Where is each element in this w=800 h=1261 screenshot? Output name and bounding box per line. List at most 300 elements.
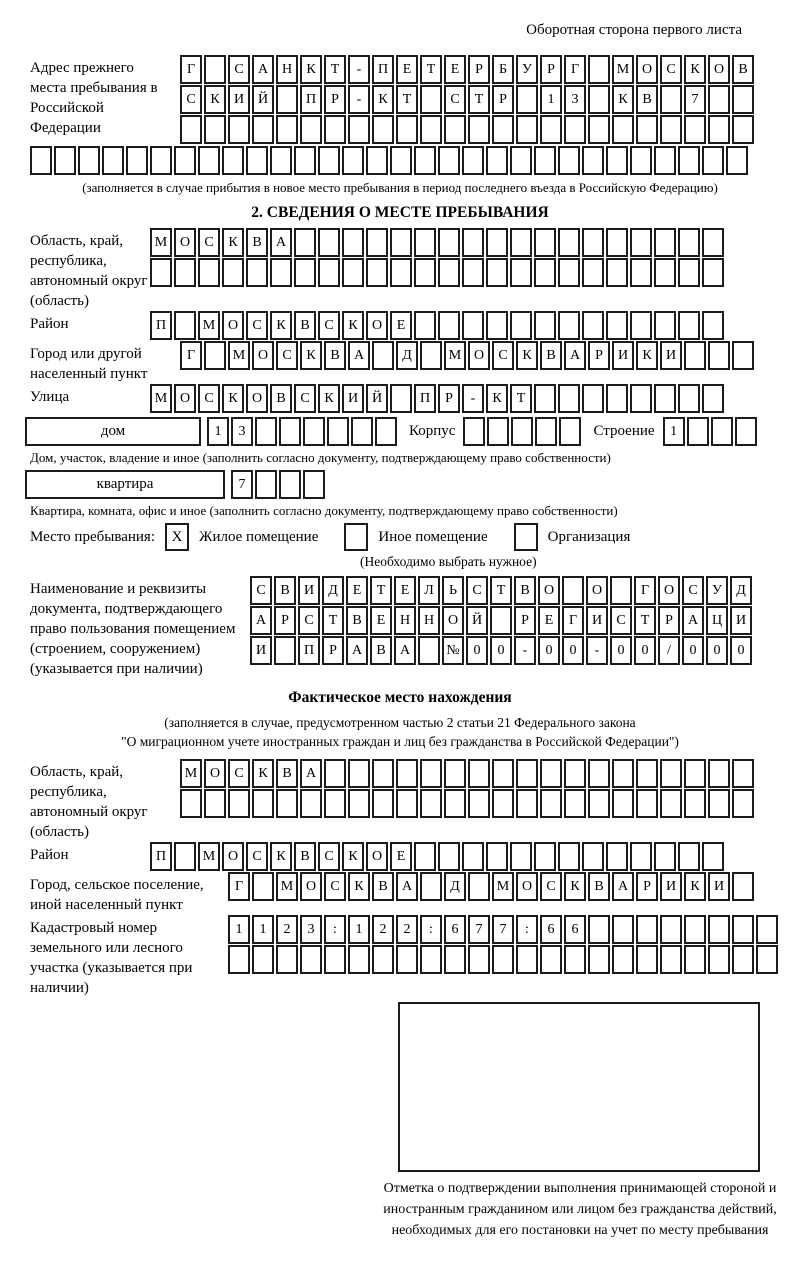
char-box[interactable] [228, 945, 250, 974]
char-box[interactable] [276, 115, 298, 144]
char-box[interactable]: 1 [207, 417, 229, 446]
char-box[interactable] [150, 146, 172, 175]
char-box[interactable] [174, 258, 196, 287]
char-box[interactable] [444, 945, 466, 974]
char-box[interactable]: К [564, 872, 586, 901]
char-box[interactable]: Т [510, 384, 532, 413]
char-box[interactable]: 1 [252, 915, 274, 944]
char-box[interactable]: 6 [444, 915, 466, 944]
char-box[interactable] [588, 945, 610, 974]
char-box[interactable]: В [636, 85, 658, 114]
char-box[interactable] [420, 759, 442, 788]
char-box[interactable]: И [228, 85, 250, 114]
char-box[interactable]: 7 [231, 470, 253, 499]
char-box[interactable] [558, 258, 580, 287]
char-box[interactable] [222, 258, 244, 287]
char-box[interactable] [534, 311, 556, 340]
char-box[interactable] [255, 470, 277, 499]
char-box[interactable] [558, 228, 580, 257]
char-box[interactable]: Н [418, 606, 440, 635]
char-box[interactable]: Е [444, 55, 466, 84]
char-box[interactable] [540, 759, 562, 788]
char-box[interactable]: М [444, 341, 466, 370]
char-box[interactable] [414, 842, 436, 871]
char-box[interactable]: Т [468, 85, 490, 114]
char-box[interactable]: Л [418, 576, 440, 605]
char-box[interactable]: 0 [634, 636, 656, 665]
char-box[interactable] [606, 842, 628, 871]
char-box[interactable] [276, 85, 298, 114]
char-box[interactable]: А [252, 55, 274, 84]
char-box[interactable]: 2 [396, 915, 418, 944]
char-box[interactable]: М [180, 759, 202, 788]
char-box[interactable] [420, 789, 442, 818]
char-box[interactable]: Р [468, 55, 490, 84]
char-box[interactable]: 0 [706, 636, 728, 665]
char-box[interactable] [279, 470, 301, 499]
checkbox-zhiloe-pomeshchenie[interactable]: X [165, 523, 189, 551]
char-box[interactable] [180, 115, 202, 144]
char-box[interactable]: П [150, 842, 172, 871]
char-box[interactable]: А [300, 759, 322, 788]
char-box[interactable]: С [198, 228, 220, 257]
char-box[interactable]: С [294, 384, 316, 413]
char-box[interactable] [534, 384, 556, 413]
char-box[interactable]: Р [588, 341, 610, 370]
char-box[interactable] [342, 146, 364, 175]
char-box[interactable]: О [586, 576, 608, 605]
char-box[interactable]: Р [540, 55, 562, 84]
char-box[interactable]: О [222, 842, 244, 871]
char-box[interactable]: Р [322, 636, 344, 665]
char-box[interactable] [510, 842, 532, 871]
char-box[interactable]: : [420, 915, 442, 944]
char-box[interactable]: О [222, 311, 244, 340]
char-box[interactable]: А [346, 636, 368, 665]
char-box[interactable]: С [198, 384, 220, 413]
char-box[interactable] [684, 759, 706, 788]
char-box[interactable] [702, 258, 724, 287]
char-box[interactable]: С [610, 606, 632, 635]
char-box[interactable]: О [708, 55, 730, 84]
char-box[interactable]: 2 [276, 915, 298, 944]
char-box[interactable] [270, 258, 292, 287]
char-box[interactable] [396, 945, 418, 974]
char-box[interactable]: У [706, 576, 728, 605]
char-box[interactable] [390, 146, 412, 175]
char-box[interactable] [588, 85, 610, 114]
char-box[interactable]: С [180, 85, 202, 114]
char-box[interactable] [534, 842, 556, 871]
char-box[interactable]: В [540, 341, 562, 370]
char-box[interactable]: 1 [348, 915, 370, 944]
char-box[interactable]: - [514, 636, 536, 665]
char-box[interactable]: - [462, 384, 484, 413]
char-box[interactable]: Р [492, 85, 514, 114]
char-box[interactable] [418, 636, 440, 665]
char-box[interactable]: П [414, 384, 436, 413]
char-box[interactable] [438, 258, 460, 287]
char-box[interactable] [684, 341, 706, 370]
char-box[interactable] [372, 759, 394, 788]
char-box[interactable] [654, 384, 676, 413]
char-box[interactable] [636, 915, 658, 944]
char-box[interactable] [756, 945, 778, 974]
char-box[interactable] [255, 417, 277, 446]
char-box[interactable] [420, 115, 442, 144]
char-box[interactable] [303, 417, 325, 446]
char-box[interactable] [732, 872, 754, 901]
char-box[interactable] [462, 311, 484, 340]
char-box[interactable]: К [348, 872, 370, 901]
char-box[interactable]: С [682, 576, 704, 605]
char-box[interactable] [348, 945, 370, 974]
char-box[interactable] [612, 945, 634, 974]
checkbox-organizatsiya[interactable] [514, 523, 538, 551]
char-box[interactable]: 3 [564, 85, 586, 114]
char-box[interactable] [732, 85, 754, 114]
char-box[interactable] [732, 789, 754, 818]
char-box[interactable]: У [516, 55, 538, 84]
char-box[interactable]: Р [636, 872, 658, 901]
char-box[interactable]: И [250, 636, 272, 665]
char-box[interactable]: Т [420, 55, 442, 84]
char-box[interactable]: Т [490, 576, 512, 605]
char-box[interactable] [534, 258, 556, 287]
char-box[interactable] [582, 384, 604, 413]
char-box[interactable]: И [660, 341, 682, 370]
char-box[interactable] [252, 115, 274, 144]
char-box[interactable] [534, 228, 556, 257]
char-box[interactable]: К [486, 384, 508, 413]
char-box[interactable] [606, 228, 628, 257]
char-box[interactable]: К [222, 228, 244, 257]
char-box[interactable] [588, 55, 610, 84]
char-box[interactable] [372, 945, 394, 974]
char-box[interactable] [654, 228, 676, 257]
char-box[interactable] [420, 872, 442, 901]
char-box[interactable]: И [586, 606, 608, 635]
char-box[interactable]: А [682, 606, 704, 635]
char-box[interactable]: В [370, 636, 392, 665]
char-box[interactable] [414, 258, 436, 287]
char-box[interactable] [348, 115, 370, 144]
char-box[interactable]: 0 [730, 636, 752, 665]
char-box[interactable]: Е [396, 55, 418, 84]
char-box[interactable] [486, 146, 508, 175]
char-box[interactable] [246, 258, 268, 287]
char-box[interactable] [78, 146, 100, 175]
char-box[interactable] [702, 311, 724, 340]
char-box[interactable] [438, 228, 460, 257]
char-box[interactable] [588, 115, 610, 144]
char-box[interactable] [198, 146, 220, 175]
char-box[interactable]: - [586, 636, 608, 665]
char-box[interactable]: Г [180, 341, 202, 370]
char-box[interactable] [300, 945, 322, 974]
char-box[interactable]: Р [324, 85, 346, 114]
char-box[interactable]: А [270, 228, 292, 257]
char-box[interactable] [678, 228, 700, 257]
char-box[interactable]: Е [394, 576, 416, 605]
char-box[interactable] [702, 384, 724, 413]
char-box[interactable]: Г [634, 576, 656, 605]
char-box[interactable] [318, 228, 340, 257]
char-box[interactable] [516, 945, 538, 974]
char-box[interactable] [294, 258, 316, 287]
char-box[interactable] [324, 789, 346, 818]
char-box[interactable]: Д [730, 576, 752, 605]
char-box[interactable] [348, 759, 370, 788]
char-box[interactable] [510, 311, 532, 340]
char-box[interactable] [732, 759, 754, 788]
char-box[interactable] [732, 915, 754, 944]
char-box[interactable]: К [612, 85, 634, 114]
char-box[interactable] [540, 115, 562, 144]
char-box[interactable] [516, 789, 538, 818]
char-box[interactable] [270, 146, 292, 175]
char-box[interactable]: 0 [538, 636, 560, 665]
char-box[interactable] [375, 417, 397, 446]
char-box[interactable] [492, 759, 514, 788]
char-box[interactable] [366, 258, 388, 287]
char-box[interactable]: 7 [468, 915, 490, 944]
char-box[interactable] [684, 915, 706, 944]
char-box[interactable] [126, 146, 148, 175]
char-box[interactable]: 2 [372, 915, 394, 944]
char-box[interactable]: - [348, 85, 370, 114]
char-box[interactable]: С [298, 606, 320, 635]
char-box[interactable] [660, 115, 682, 144]
char-box[interactable]: М [198, 311, 220, 340]
char-box[interactable] [30, 146, 52, 175]
char-box[interactable] [222, 146, 244, 175]
char-box[interactable] [396, 789, 418, 818]
char-box[interactable]: К [342, 311, 364, 340]
char-box[interactable]: И [298, 576, 320, 605]
char-box[interactable]: О [174, 384, 196, 413]
char-box[interactable]: О [366, 311, 388, 340]
char-box[interactable] [252, 872, 274, 901]
char-box[interactable] [612, 115, 634, 144]
char-box[interactable] [318, 146, 340, 175]
char-box[interactable] [372, 341, 394, 370]
char-box[interactable] [630, 384, 652, 413]
char-box[interactable] [564, 945, 586, 974]
char-box[interactable]: В [346, 606, 368, 635]
char-box[interactable] [276, 945, 298, 974]
char-box[interactable] [558, 384, 580, 413]
char-box[interactable]: О [636, 55, 658, 84]
char-box[interactable] [463, 417, 485, 446]
char-box[interactable]: А [564, 341, 586, 370]
char-box[interactable] [582, 258, 604, 287]
char-box[interactable]: В [274, 576, 296, 605]
char-box[interactable] [588, 759, 610, 788]
char-box[interactable] [708, 945, 730, 974]
char-box[interactable] [606, 258, 628, 287]
char-box[interactable] [606, 146, 628, 175]
char-box[interactable] [612, 789, 634, 818]
char-box[interactable] [348, 789, 370, 818]
char-box[interactable]: 0 [466, 636, 488, 665]
char-box[interactable] [612, 759, 634, 788]
char-box[interactable]: Р [514, 606, 536, 635]
char-box[interactable]: О [204, 759, 226, 788]
char-box[interactable]: А [250, 606, 272, 635]
char-box[interactable]: О [516, 872, 538, 901]
char-box[interactable] [636, 759, 658, 788]
char-box[interactable] [726, 146, 748, 175]
char-box[interactable] [660, 945, 682, 974]
char-box[interactable]: С [228, 55, 250, 84]
char-box[interactable] [492, 115, 514, 144]
char-box[interactable] [438, 146, 460, 175]
char-box[interactable] [324, 945, 346, 974]
char-box[interactable] [660, 789, 682, 818]
char-box[interactable]: О [300, 872, 322, 901]
char-box[interactable]: О [658, 576, 680, 605]
char-box[interactable] [678, 311, 700, 340]
char-box[interactable]: / [658, 636, 680, 665]
char-box[interactable]: - [348, 55, 370, 84]
char-box[interactable]: : [516, 915, 538, 944]
char-box[interactable] [150, 258, 172, 287]
char-box[interactable]: Р [438, 384, 460, 413]
char-box[interactable]: О [246, 384, 268, 413]
char-box[interactable] [708, 85, 730, 114]
char-box[interactable] [708, 341, 730, 370]
char-box[interactable]: А [394, 636, 416, 665]
char-box[interactable] [420, 341, 442, 370]
char-box[interactable] [174, 842, 196, 871]
char-box[interactable] [414, 311, 436, 340]
char-box[interactable]: С [228, 759, 250, 788]
char-box[interactable] [303, 470, 325, 499]
char-box[interactable] [462, 146, 484, 175]
char-box[interactable]: К [342, 842, 364, 871]
char-box[interactable]: Б [492, 55, 514, 84]
char-box[interactable]: 1 [663, 417, 685, 446]
char-box[interactable] [468, 115, 490, 144]
char-box[interactable]: К [222, 384, 244, 413]
char-box[interactable] [516, 85, 538, 114]
char-box[interactable]: С [246, 842, 268, 871]
char-box[interactable] [559, 417, 581, 446]
char-box[interactable]: И [730, 606, 752, 635]
char-box[interactable] [342, 258, 364, 287]
char-box[interactable] [708, 915, 730, 944]
char-box[interactable] [564, 115, 586, 144]
char-box[interactable]: Д [396, 341, 418, 370]
char-box[interactable]: К [372, 85, 394, 114]
char-box[interactable] [390, 258, 412, 287]
char-box[interactable]: Й [252, 85, 274, 114]
char-box[interactable] [54, 146, 76, 175]
char-box[interactable]: Е [538, 606, 560, 635]
char-box[interactable]: 0 [610, 636, 632, 665]
char-box[interactable]: В [324, 341, 346, 370]
char-box[interactable] [462, 258, 484, 287]
char-box[interactable] [636, 115, 658, 144]
char-box[interactable]: С [324, 872, 346, 901]
char-box[interactable] [324, 115, 346, 144]
char-box[interactable] [516, 115, 538, 144]
char-box[interactable] [180, 789, 202, 818]
char-box[interactable] [732, 945, 754, 974]
char-box[interactable] [684, 789, 706, 818]
char-box[interactable] [198, 258, 220, 287]
char-box[interactable]: С [466, 576, 488, 605]
char-box[interactable]: Е [370, 606, 392, 635]
char-box[interactable]: А [612, 872, 634, 901]
char-box[interactable] [204, 115, 226, 144]
char-box[interactable] [564, 759, 586, 788]
char-box[interactable]: С [318, 311, 340, 340]
char-box[interactable]: П [300, 85, 322, 114]
char-box[interactable]: 3 [300, 915, 322, 944]
char-box[interactable]: 1 [228, 915, 250, 944]
char-box[interactable]: 0 [490, 636, 512, 665]
char-box[interactable] [486, 311, 508, 340]
char-box[interactable]: И [612, 341, 634, 370]
char-box[interactable] [444, 115, 466, 144]
char-box[interactable]: К [270, 311, 292, 340]
char-box[interactable] [390, 228, 412, 257]
char-box[interactable]: О [174, 228, 196, 257]
char-box[interactable]: С [660, 55, 682, 84]
char-box[interactable] [324, 759, 346, 788]
char-box[interactable]: В [294, 311, 316, 340]
char-box[interactable]: Т [322, 606, 344, 635]
char-box[interactable]: П [372, 55, 394, 84]
char-box[interactable]: К [636, 341, 658, 370]
char-box[interactable]: М [228, 341, 250, 370]
char-box[interactable] [420, 85, 442, 114]
char-box[interactable] [252, 789, 274, 818]
char-box[interactable]: К [684, 55, 706, 84]
char-box[interactable] [654, 842, 676, 871]
char-box[interactable] [372, 789, 394, 818]
char-box[interactable]: К [516, 341, 538, 370]
char-box[interactable] [486, 842, 508, 871]
char-box[interactable]: 6 [564, 915, 586, 944]
char-box[interactable]: Д [444, 872, 466, 901]
char-box[interactable]: С [250, 576, 272, 605]
char-box[interactable] [372, 115, 394, 144]
char-box[interactable] [490, 606, 512, 635]
char-box[interactable] [511, 417, 533, 446]
char-box[interactable]: В [276, 759, 298, 788]
char-box[interactable] [516, 759, 538, 788]
char-box[interactable] [228, 115, 250, 144]
char-box[interactable] [444, 789, 466, 818]
char-box[interactable] [462, 842, 484, 871]
char-box[interactable] [366, 228, 388, 257]
char-box[interactable] [510, 258, 532, 287]
char-box[interactable] [630, 146, 652, 175]
char-box[interactable] [630, 228, 652, 257]
char-box[interactable] [636, 945, 658, 974]
char-box[interactable] [486, 258, 508, 287]
char-box[interactable] [414, 146, 436, 175]
char-box[interactable] [396, 759, 418, 788]
char-box[interactable]: О [366, 842, 388, 871]
char-box[interactable] [660, 759, 682, 788]
char-box[interactable]: М [198, 842, 220, 871]
char-box[interactable] [276, 789, 298, 818]
char-box[interactable] [606, 311, 628, 340]
